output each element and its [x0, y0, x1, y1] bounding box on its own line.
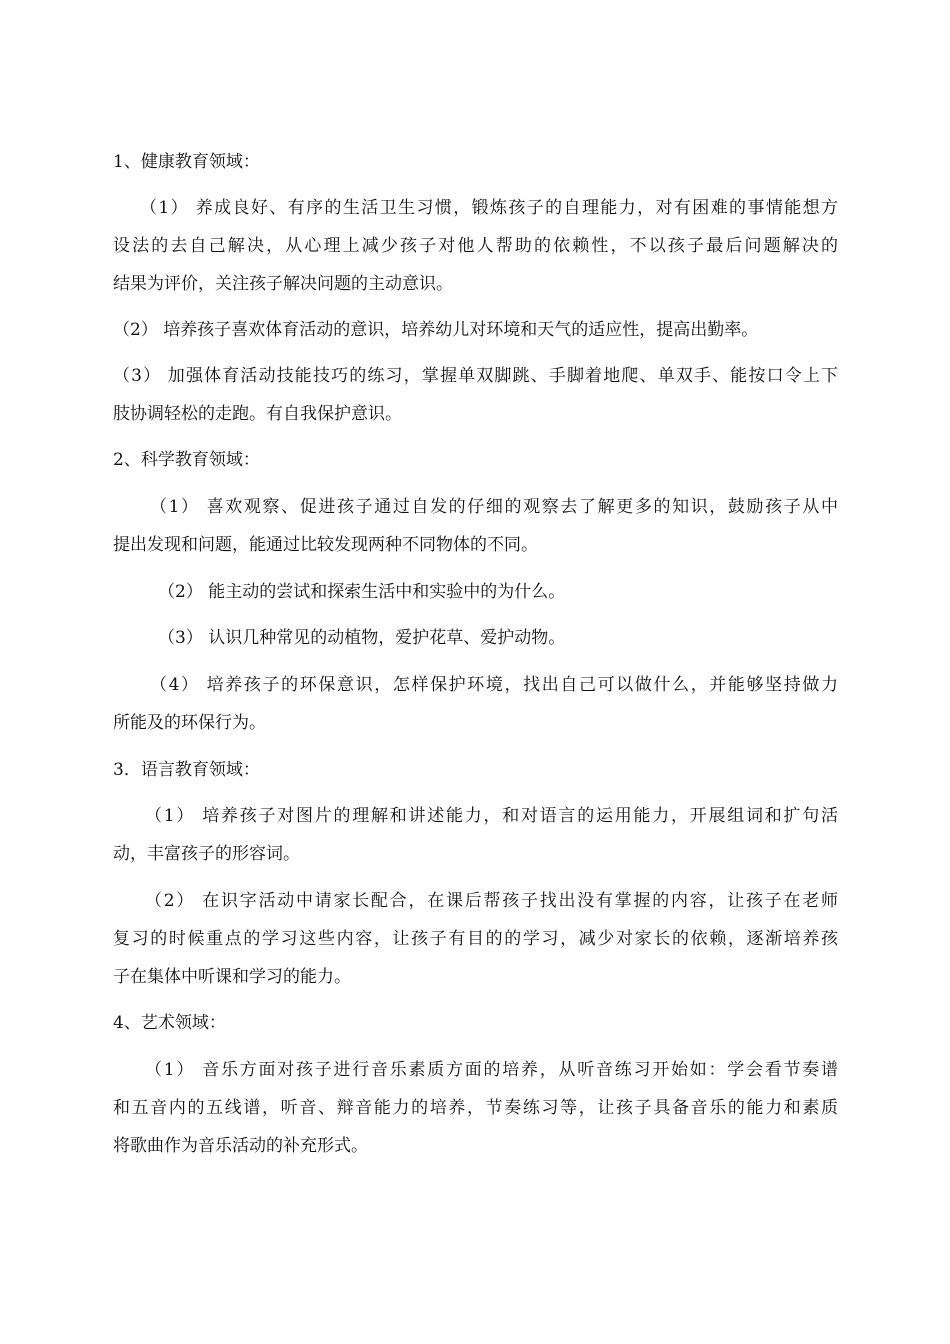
text-line: （2） 在识字活动中请家长配合，在课后帮孩子找出没有掌握的内容，让孩子在老师	[145, 891, 838, 911]
text-line: （3） 认识几种常见的动植物，爱护花草、爱护动物。	[158, 628, 566, 648]
text-line: 结果为评价，关注孩子解决问题的主动意识。	[113, 274, 453, 294]
text-line: （3） 加强体育活动技能技巧的练习，掌握单双脚跳、手脚着地爬、单双手、能按口令上下	[113, 366, 838, 386]
text-line: （1） 养成良好、有序的生活卫生习惯，锻炼孩子的自理能力，对有困难的事情能想方	[140, 198, 838, 218]
text-line: （1） 喜欢观察、促进孩子通过自发的仔细的观察去了解更多的知识，鼓励孩子从中	[150, 497, 838, 517]
heading-art: 4、艺术领域：	[113, 1013, 226, 1033]
text-line: 复习的时候重点的学习这些内容，让孩子有目的的学习，减少对家长的依赖，逐渐培养孩	[113, 929, 838, 949]
text-line: 肢协调轻松的走跑。有自我保护意识。	[113, 404, 402, 424]
text-line: （1） 音乐方面对孩子进行音乐素质方面的培养，从听音练习开始如：学会看节奏谱	[145, 1060, 838, 1080]
text-line: 将歌曲作为音乐活动的补充形式。	[113, 1136, 368, 1156]
text-line: 设法的去自己解决，从心理上减少孩子对他人帮助的依赖性，不以孩子最后问题解决的	[113, 236, 838, 256]
text-line: （1） 培养孩子对图片的理解和讲述能力，和对语言的运用能力，开展组词和扩句活	[145, 806, 838, 826]
text-line: 动，丰富孩子的形容词。	[113, 844, 300, 864]
text-line: （2） 能主动的尝试和探索生活中和实验中的为什么。	[158, 582, 566, 602]
text-line: 和五音内的五线谱，听音、辩音能力的培养，节奏练习等，让孩子具备音乐的能力和素质	[113, 1098, 838, 1118]
heading-language: 3．语言教育领域：	[113, 760, 260, 780]
text-line: （2） 培养孩子喜欢体育活动的意识，培养幼儿对环境和天气的适应性，提高出勤率。	[113, 320, 759, 340]
text-line: （4） 培养孩子的环保意识，怎样保护环境，找出自己可以做什么，并能够坚持做力	[150, 675, 838, 695]
heading-health: 1、健康教育领域：	[113, 152, 260, 172]
text-line: 所能及的环保行为。	[113, 713, 266, 733]
text-line: 提出发现和问题，能通过比较发现两种不同物体的不同。	[113, 535, 538, 555]
heading-science: 2、科学教育领域：	[113, 450, 260, 470]
text-line: 子在集体中听课和学习的能力。	[113, 967, 351, 987]
